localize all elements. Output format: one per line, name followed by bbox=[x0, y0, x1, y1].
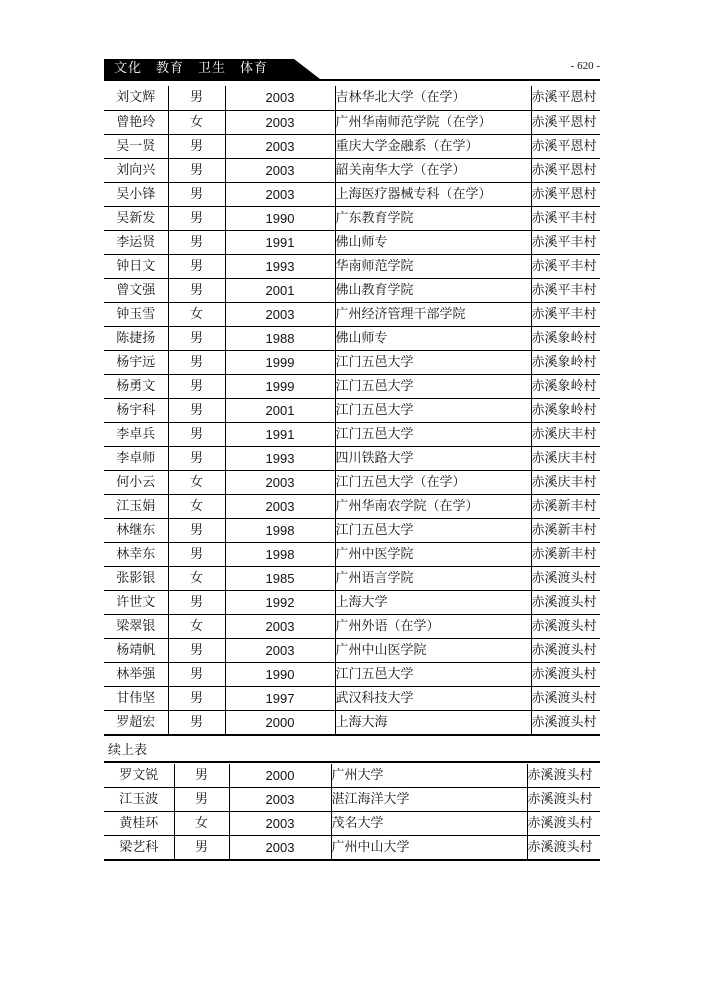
village-cell: 赤溪象岭村 bbox=[531, 399, 600, 423]
table-row bbox=[104, 471, 600, 495]
school-cell: 佛山师专 bbox=[335, 231, 531, 255]
gender-cell: 男 bbox=[168, 399, 225, 423]
village-cell: 赤溪平恩村 bbox=[531, 159, 600, 183]
school-cell: 广州语言学院 bbox=[335, 567, 531, 591]
school-cell: 江门五邑大学 bbox=[335, 399, 531, 423]
year-cell: 2003 bbox=[229, 836, 331, 861]
village-cell: 赤溪庆丰村 bbox=[531, 423, 600, 447]
village-cell: 赤溪新丰村 bbox=[531, 543, 600, 567]
gender-cell: 男 bbox=[174, 788, 229, 812]
year-cell: 1990 bbox=[225, 207, 335, 231]
village-cell: 赤溪平恩村 bbox=[531, 135, 600, 159]
year-cell: 2001 bbox=[225, 279, 335, 303]
village-cell: 赤溪平丰村 bbox=[531, 303, 600, 327]
table-row bbox=[104, 663, 600, 687]
year-cell: 1993 bbox=[225, 255, 335, 279]
name-cell: 刘文辉 bbox=[104, 86, 168, 111]
gender-cell: 男 bbox=[168, 591, 225, 615]
year-cell: 1988 bbox=[225, 327, 335, 351]
school-cell: 广州中医学院 bbox=[335, 543, 531, 567]
name-cell: 吴新发 bbox=[104, 207, 168, 231]
table-row bbox=[104, 159, 600, 183]
gender-cell: 男 bbox=[168, 279, 225, 303]
name-cell: 钟日文 bbox=[104, 255, 168, 279]
year-cell: 1997 bbox=[225, 687, 335, 711]
school-cell: 广州经济管理干部学院 bbox=[335, 303, 531, 327]
village-cell: 赤溪新丰村 bbox=[531, 519, 600, 543]
village-cell: 赤溪平恩村 bbox=[531, 111, 600, 135]
school-cell: 重庆大学金融系（在学） bbox=[335, 135, 531, 159]
table-row bbox=[104, 543, 600, 567]
table-row bbox=[104, 495, 600, 519]
school-cell: 华南师范学院 bbox=[335, 255, 531, 279]
gender-cell: 男 bbox=[174, 836, 229, 861]
village-cell: 赤溪渡头村 bbox=[527, 836, 600, 861]
name-cell: 梁翠银 bbox=[104, 615, 168, 639]
school-cell: 四川铁路大学 bbox=[335, 447, 531, 471]
name-cell: 李卓师 bbox=[104, 447, 168, 471]
school-cell: 广州外语（在学） bbox=[335, 615, 531, 639]
records-table-main bbox=[104, 86, 600, 736]
table-row bbox=[104, 519, 600, 543]
name-cell: 罗超宏 bbox=[104, 711, 168, 736]
gender-cell: 男 bbox=[168, 447, 225, 471]
village-cell: 赤溪平恩村 bbox=[531, 183, 600, 207]
table-row bbox=[104, 111, 600, 135]
table-row bbox=[104, 327, 600, 351]
name-cell: 陈捷扬 bbox=[104, 327, 168, 351]
year-cell: 2003 bbox=[225, 183, 335, 207]
school-cell: 江门五邑大学 bbox=[335, 519, 531, 543]
gender-cell: 男 bbox=[168, 231, 225, 255]
table-row bbox=[104, 812, 600, 836]
school-cell: 广东教育学院 bbox=[335, 207, 531, 231]
name-cell: 梁艺科 bbox=[104, 836, 174, 861]
year-cell: 2003 bbox=[229, 788, 331, 812]
header-decoration bbox=[294, 59, 320, 79]
village-cell: 赤溪庆丰村 bbox=[531, 447, 600, 471]
year-cell: 2003 bbox=[225, 639, 335, 663]
gender-cell: 女 bbox=[168, 303, 225, 327]
year-cell: 1999 bbox=[225, 351, 335, 375]
name-cell: 江玉波 bbox=[104, 788, 174, 812]
table-row bbox=[104, 687, 600, 711]
school-cell: 茂名大学 bbox=[331, 812, 527, 836]
gender-cell: 男 bbox=[168, 135, 225, 159]
village-cell: 赤溪平恩村 bbox=[531, 86, 600, 111]
gender-cell: 男 bbox=[168, 351, 225, 375]
table-row bbox=[104, 255, 600, 279]
year-cell: 1998 bbox=[225, 519, 335, 543]
table-row bbox=[104, 423, 600, 447]
school-cell: 江门五邑大学 bbox=[335, 663, 531, 687]
school-cell: 江门五邑大学（在学） bbox=[335, 471, 531, 495]
school-cell: 湛江海洋大学 bbox=[331, 788, 527, 812]
gender-cell: 男 bbox=[168, 423, 225, 447]
village-cell: 赤溪平丰村 bbox=[531, 279, 600, 303]
name-cell: 林继东 bbox=[104, 519, 168, 543]
year-cell: 2003 bbox=[225, 159, 335, 183]
year-cell: 2003 bbox=[225, 303, 335, 327]
name-cell: 许世文 bbox=[104, 591, 168, 615]
gender-cell: 男 bbox=[168, 543, 225, 567]
year-cell: 1998 bbox=[225, 543, 335, 567]
table-row bbox=[104, 836, 600, 861]
gender-cell: 女 bbox=[168, 495, 225, 519]
table-row bbox=[104, 447, 600, 471]
name-cell: 李卓兵 bbox=[104, 423, 168, 447]
year-cell: 2003 bbox=[225, 86, 335, 111]
table-row bbox=[104, 764, 600, 788]
village-cell: 赤溪渡头村 bbox=[527, 764, 600, 788]
year-cell: 1999 bbox=[225, 375, 335, 399]
year-cell: 1991 bbox=[225, 423, 335, 447]
gender-cell: 男 bbox=[168, 375, 225, 399]
year-cell: 2000 bbox=[225, 711, 335, 736]
year-cell: 1991 bbox=[225, 231, 335, 255]
school-cell: 佛山教育学院 bbox=[335, 279, 531, 303]
village-cell: 赤溪象岭村 bbox=[531, 351, 600, 375]
gender-cell: 女 bbox=[174, 812, 229, 836]
school-cell: 江门五邑大学 bbox=[335, 351, 531, 375]
records-table-continued bbox=[104, 764, 600, 861]
village-cell: 赤溪新丰村 bbox=[531, 495, 600, 519]
village-cell: 赤溪平丰村 bbox=[531, 231, 600, 255]
school-cell: 韶关南华大学（在学） bbox=[335, 159, 531, 183]
village-cell: 赤溪渡头村 bbox=[527, 812, 600, 836]
school-cell: 武汉科技大学 bbox=[335, 687, 531, 711]
gender-cell: 女 bbox=[168, 471, 225, 495]
village-cell: 赤溪渡头村 bbox=[527, 788, 600, 812]
table-row bbox=[104, 231, 600, 255]
year-cell: 2003 bbox=[225, 615, 335, 639]
continued-label: 续上表 bbox=[108, 743, 148, 758]
gender-cell: 男 bbox=[168, 159, 225, 183]
gender-cell: 男 bbox=[174, 764, 229, 788]
gender-cell: 男 bbox=[168, 86, 225, 111]
school-cell: 广州中山医学院 bbox=[335, 639, 531, 663]
table-row bbox=[104, 86, 600, 111]
table-row bbox=[104, 591, 600, 615]
village-cell: 赤溪渡头村 bbox=[531, 567, 600, 591]
table-row bbox=[104, 615, 600, 639]
school-cell: 江门五邑大学 bbox=[335, 375, 531, 399]
name-cell: 张影银 bbox=[104, 567, 168, 591]
school-cell: 广州华南农学院（在学） bbox=[335, 495, 531, 519]
name-cell: 李运贤 bbox=[104, 231, 168, 255]
village-cell: 赤溪渡头村 bbox=[531, 711, 600, 736]
table-row bbox=[104, 788, 600, 812]
gender-cell: 男 bbox=[168, 519, 225, 543]
village-cell: 赤溪平丰村 bbox=[531, 207, 600, 231]
village-cell: 赤溪渡头村 bbox=[531, 615, 600, 639]
year-cell: 1985 bbox=[225, 567, 335, 591]
gender-cell: 男 bbox=[168, 663, 225, 687]
table-row bbox=[104, 303, 600, 327]
name-cell: 江玉娟 bbox=[104, 495, 168, 519]
year-cell: 2003 bbox=[225, 471, 335, 495]
school-cell: 吉林华北大学（在学） bbox=[335, 86, 531, 111]
village-cell: 赤溪象岭村 bbox=[531, 375, 600, 399]
table-row bbox=[104, 207, 600, 231]
name-cell: 林举强 bbox=[104, 663, 168, 687]
table-row bbox=[104, 639, 600, 663]
name-cell: 林幸东 bbox=[104, 543, 168, 567]
table-row bbox=[104, 351, 600, 375]
village-cell: 赤溪平丰村 bbox=[531, 255, 600, 279]
header-rule bbox=[104, 79, 600, 81]
school-cell: 佛山师专 bbox=[335, 327, 531, 351]
year-cell: 2000 bbox=[229, 764, 331, 788]
gender-cell: 女 bbox=[168, 615, 225, 639]
name-cell: 杨靖帆 bbox=[104, 639, 168, 663]
gender-cell: 男 bbox=[168, 711, 225, 736]
year-cell: 1993 bbox=[225, 447, 335, 471]
name-cell: 刘向兴 bbox=[104, 159, 168, 183]
school-cell: 上海大海 bbox=[335, 711, 531, 736]
school-cell: 上海医疗器械专科（在学） bbox=[335, 183, 531, 207]
school-cell: 广州大学 bbox=[331, 764, 527, 788]
gender-cell: 男 bbox=[168, 255, 225, 279]
name-cell: 吴一贤 bbox=[104, 135, 168, 159]
school-cell: 广州华南师范学院（在学） bbox=[335, 111, 531, 135]
gender-cell: 男 bbox=[168, 207, 225, 231]
name-cell: 曾艳玲 bbox=[104, 111, 168, 135]
village-cell: 赤溪庆丰村 bbox=[531, 471, 600, 495]
year-cell: 2003 bbox=[229, 812, 331, 836]
year-cell: 2003 bbox=[225, 135, 335, 159]
gender-cell: 男 bbox=[168, 639, 225, 663]
gender-cell: 男 bbox=[168, 687, 225, 711]
year-cell: 1992 bbox=[225, 591, 335, 615]
table-row bbox=[104, 183, 600, 207]
page-number: - 620 - bbox=[570, 60, 600, 72]
school-cell: 江门五邑大学 bbox=[335, 423, 531, 447]
name-cell: 钟玉雪 bbox=[104, 303, 168, 327]
village-cell: 赤溪象岭村 bbox=[531, 327, 600, 351]
name-cell: 黄桂环 bbox=[104, 812, 174, 836]
name-cell: 曾文强 bbox=[104, 279, 168, 303]
table-row bbox=[104, 135, 600, 159]
village-cell: 赤溪渡头村 bbox=[531, 591, 600, 615]
village-cell: 赤溪渡头村 bbox=[531, 639, 600, 663]
year-cell: 2001 bbox=[225, 399, 335, 423]
continued-table-top-rule bbox=[104, 761, 600, 763]
table-row bbox=[104, 567, 600, 591]
name-cell: 甘伟坚 bbox=[104, 687, 168, 711]
table-row bbox=[104, 711, 600, 736]
name-cell: 杨宇远 bbox=[104, 351, 168, 375]
school-cell: 上海大学 bbox=[335, 591, 531, 615]
table-row bbox=[104, 279, 600, 303]
year-cell: 2003 bbox=[225, 495, 335, 519]
name-cell: 何小云 bbox=[104, 471, 168, 495]
school-cell: 广州中山大学 bbox=[331, 836, 527, 861]
gender-cell: 男 bbox=[168, 183, 225, 207]
name-cell: 杨宇科 bbox=[104, 399, 168, 423]
year-cell: 2003 bbox=[225, 111, 335, 135]
section-title: 文化 教育 卫生 体育 bbox=[104, 59, 294, 79]
name-cell: 罗文锐 bbox=[104, 764, 174, 788]
name-cell: 杨勇文 bbox=[104, 375, 168, 399]
village-cell: 赤溪渡头村 bbox=[531, 687, 600, 711]
table-row bbox=[104, 375, 600, 399]
gender-cell: 女 bbox=[168, 567, 225, 591]
village-cell: 赤溪渡头村 bbox=[531, 663, 600, 687]
table-row bbox=[104, 399, 600, 423]
gender-cell: 女 bbox=[168, 111, 225, 135]
year-cell: 1990 bbox=[225, 663, 335, 687]
name-cell: 吴小锋 bbox=[104, 183, 168, 207]
gender-cell: 男 bbox=[168, 327, 225, 351]
